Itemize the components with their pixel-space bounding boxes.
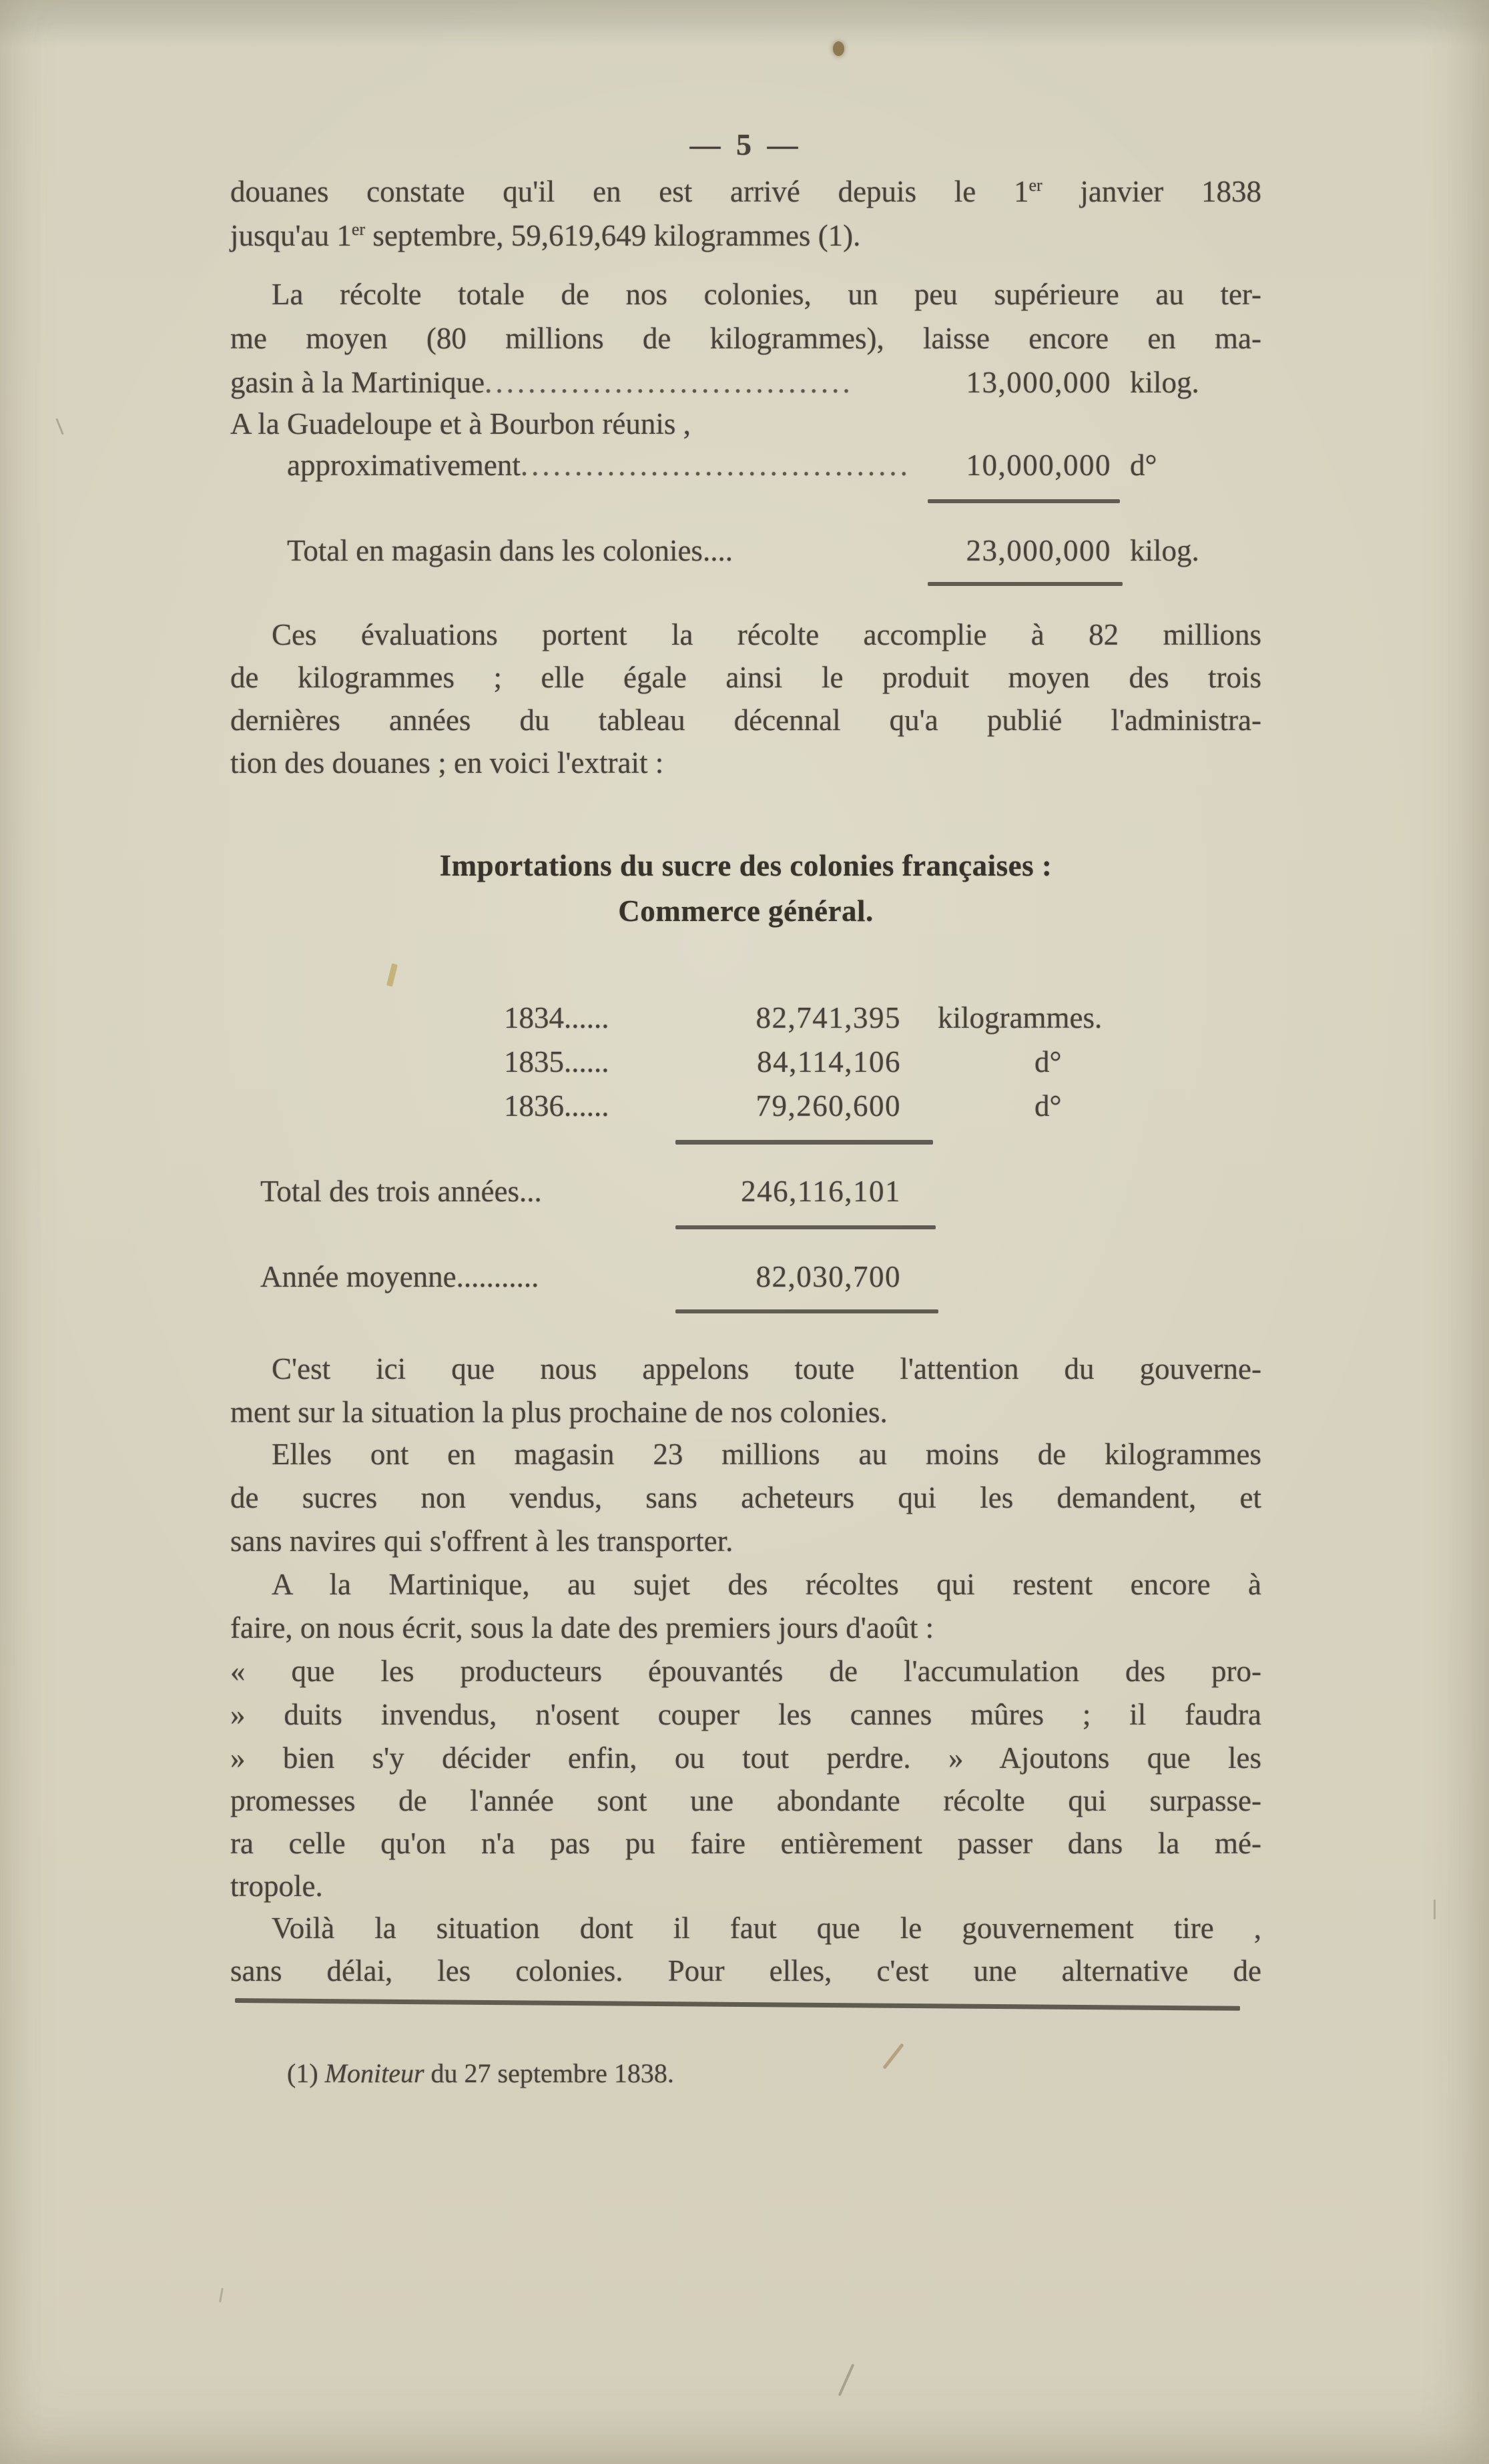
magasin-total-row — [230, 531, 1261, 570]
quote-line-2: » duits invendus, n'osent couper les cannes mûres ; il faudra — [230, 1698, 1261, 1731]
quote-line-5: ra celle qu'on n'a pas pu faire entièrement passer dans la mé- — [230, 1827, 1261, 1860]
recolte-line-2: me moyen (80 millions de kilogrammes), laisse encore en ma- — [230, 322, 1261, 355]
imports-year: 1835...... — [504, 1045, 609, 1079]
evaluations-line-2: de kilogrammes ; elle égale ainsi le produit moyen des trois — [230, 661, 1261, 694]
situation-line-2: sans délai, les colonies. Pour elles, c'est une alternative de — [230, 1954, 1261, 1987]
footnote-marker: (1) — [287, 2058, 325, 2088]
martinique-letter-line-1: A la Martinique, au sujet des récoltes qui restent encore à — [272, 1568, 1261, 1601]
imports-unit: d° — [1034, 1045, 1062, 1079]
imports-value: 84,114,106 — [757, 1045, 901, 1079]
evaluations-line-4: tion des douanes ; en voici l'extrait : — [230, 746, 664, 780]
paper-mark — [838, 2363, 855, 2396]
footnote-journal: Moniteur — [324, 2058, 424, 2088]
imports-unit: d° — [1034, 1089, 1062, 1123]
quote-line-3: » bien s'y décider enfin, ou tout perdre. » Ajoutons que les — [230, 1741, 1261, 1775]
table-rule — [675, 1309, 938, 1313]
guadeloupe-label: approximativement — [287, 448, 521, 482]
evaluations-line-3: dernières années du tableau décennal qu'a publié l'administra- — [230, 703, 1261, 737]
imports-value: 82,741,395 — [756, 1001, 901, 1034]
intro-line-1-tail: janvier 1838 — [1042, 175, 1261, 208]
intro-line-2 — [230, 216, 1261, 255]
quote-line-6: tropole. — [230, 1869, 323, 1903]
paper-speck — [833, 41, 844, 56]
imports-total-label: Total des trois années... — [260, 1175, 542, 1208]
imports-year: 1834...... — [504, 1001, 609, 1034]
martinique-row — [230, 363, 1261, 402]
sum-rule — [928, 582, 1123, 586]
guadeloupe-unit: d° — [1130, 448, 1157, 482]
attention-line-1: C'est ici que nous appelons toute l'attention du gouverne- — [272, 1352, 1261, 1385]
guadeloupe-line-1: A la Guadeloupe et à Bourbon réunis , — [230, 407, 691, 440]
imports-total-value: 246,116,101 — [741, 1175, 901, 1208]
dot-leaders: .................................. — [485, 366, 854, 399]
attention-line-2: ment sur la situation la plus prochaine de nos colonies. — [230, 1396, 888, 1429]
footnote-text: du 27 septembre 1838. — [424, 2058, 674, 2088]
ordinal-sup: er — [351, 220, 366, 239]
magasin-total-value: 23,000,000 — [966, 534, 1111, 567]
quote-line-4: promesses de l'année sont une abondante récolte qui surpasse- — [230, 1784, 1261, 1817]
imports-average-value: 82,030,700 — [756, 1260, 901, 1293]
magasin-total-label: Total en magasin dans les colonies.... — [287, 534, 733, 567]
intro-line-1-text: douanes constate qu'il en est arrivé depuis le 1 — [230, 175, 1029, 208]
intro-line-2-tail: septembre, 59,619,649 kilogrammes (1). — [365, 219, 861, 252]
imports-value: 79,260,600 — [756, 1089, 901, 1123]
recolte-line-1: La récolte totale de nos colonies, un peu supérieure au ter- — [272, 278, 1261, 311]
footnote-rule — [235, 1998, 1240, 2011]
guadeloupe-row — [230, 446, 1261, 485]
martinique-letter-line-2: faire, on nous écrit, sous la date des premiers jours d'août : — [230, 1611, 934, 1644]
imports-year: 1836...... — [504, 1089, 609, 1123]
stocks-line-3: sans navires qui s'offrent à les transporter. — [230, 1524, 733, 1558]
magasin-total-unit: kilog. — [1130, 534, 1199, 567]
guadeloupe-value: 10,000,000 — [966, 448, 1111, 482]
section-heading-line-2: Commerce général. — [618, 894, 874, 928]
sum-rule — [928, 499, 1120, 503]
quote-line-1: « que les producteurs épouvantés de l'accumulation des pro- — [230, 1654, 1261, 1688]
table-rule — [675, 1225, 936, 1229]
paper-fiber — [386, 963, 398, 986]
table-rule — [675, 1140, 933, 1145]
stocks-line-1: Elles ont en magasin 23 millions au moins de kilogrammes — [272, 1438, 1261, 1471]
intro-line-2-text: jusqu'au 1 — [230, 219, 352, 252]
martinique-unit: kilog. — [1130, 366, 1199, 399]
evaluations-line-1: Ces évaluations portent la récolte accomplie à 82 millions — [272, 618, 1261, 651]
section-heading-line-1: Importations du sucre des colonies françaises : — [439, 849, 1053, 882]
imports-average-label: Année moyenne........... — [260, 1260, 539, 1293]
ordinal-sup: er — [1028, 176, 1043, 195]
page-number: — 5 — — [689, 127, 802, 162]
imports-unit: kilogrammes. — [938, 1001, 1103, 1034]
paper-mark — [55, 418, 64, 434]
footnote — [230, 2054, 1261, 2093]
situation-line-1: Voilà la situation dont il faut que le gouvernement tire , — [272, 1911, 1261, 1945]
martinique-label: gasin à la Martinique — [230, 366, 485, 399]
dot-leaders: .................................... — [520, 448, 911, 482]
paper-mark — [219, 2288, 224, 2302]
intro-line-1 — [230, 172, 1261, 211]
martinique-value: 13,000,000 — [966, 366, 1111, 399]
stocks-line-2: de sucres non vendus, sans acheteurs qui les demandent, et — [230, 1481, 1261, 1514]
paper-mark — [1434, 1899, 1436, 1919]
